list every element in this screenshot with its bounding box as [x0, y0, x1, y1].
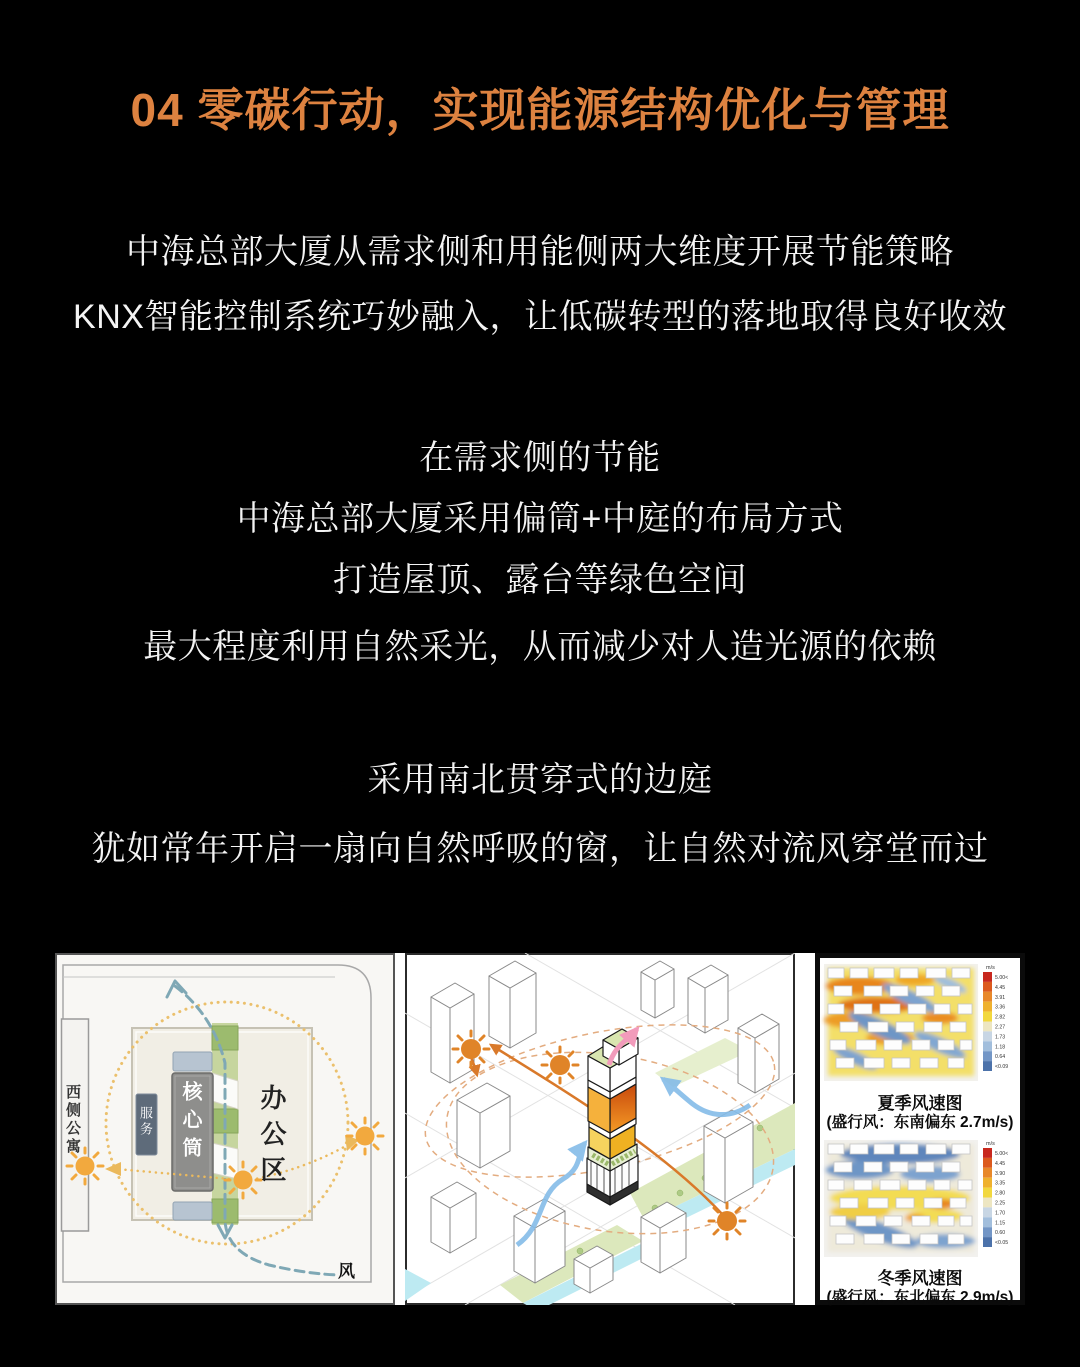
svg-text:m/s: m/s: [986, 1141, 995, 1147]
paragraph-line: 打造屋顶、露台等绿色空间: [333, 561, 747, 599]
sun-icon: [709, 1203, 745, 1239]
summer-wind-map: [820, 960, 1020, 1086]
office-zone-label: 办公区: [257, 1084, 287, 1192]
paragraph-line: 犹如常年开启一扇向自然呼吸的窗，让自然对流风穿堂而过: [91, 830, 989, 868]
summer-map-caption: 夏季风速图: [877, 1094, 963, 1113]
svg-text:2.80: 2.80: [995, 1190, 1006, 1197]
svg-text:3.36: 3.36: [995, 1004, 1006, 1011]
svg-text:3.90: 3.90: [995, 1170, 1006, 1177]
svg-text:2.82: 2.82: [995, 1014, 1006, 1021]
svg-text:<0.05: <0.05: [995, 1240, 1009, 1247]
svg-text:5.00<: 5.00<: [995, 975, 1009, 981]
winter-legend: [983, 1141, 1008, 1247]
sun-icon: [453, 1031, 489, 1067]
svg-text:2.27: 2.27: [995, 1024, 1006, 1031]
winter-map-subcaption: (盛行风：东北偏东 2.9m/s): [826, 1289, 1014, 1306]
svg-text:4.45: 4.45: [995, 1160, 1006, 1167]
svg-text:1.70: 1.70: [995, 1210, 1006, 1217]
figure-strip: [55, 953, 1025, 1305]
wind-maps-panel: [815, 953, 1025, 1305]
west-apartment-label: 西侧公寓: [64, 1084, 81, 1156]
svg-text:1.73: 1.73: [995, 1034, 1006, 1041]
svg-text:0.64: 0.64: [995, 1054, 1006, 1061]
summer-map-subcaption: (盛行风：东南偏东 2.7m/s): [826, 1114, 1014, 1131]
site-isometric-graphic: [405, 953, 795, 1305]
winter-map-caption: 冬季风速图: [877, 1269, 963, 1288]
svg-text:3.35: 3.35: [995, 1180, 1006, 1187]
svg-text:3.91: 3.91: [995, 994, 1006, 1001]
summer-legend: [983, 965, 1008, 1071]
paragraph-line: 中海总部大厦采用偏筒+中庭的布局方式: [236, 500, 844, 538]
svg-text:0.60: 0.60: [995, 1230, 1006, 1237]
paragraph-line: 中海总部大厦从需求侧和用能侧两大维度开展节能策略: [126, 233, 954, 271]
paragraph-line: KNX智能控制系统巧妙融入，让低碳转型的落地取得良好收效: [73, 298, 1007, 336]
svg-text:m/s: m/s: [986, 965, 995, 971]
floor-plan-graphic: [55, 953, 395, 1305]
svg-text:4.45: 4.45: [995, 984, 1006, 991]
sun-icon: [347, 1118, 383, 1154]
page-title: 04 零碳行动，实现能源结构优化与管理: [130, 84, 950, 136]
svg-text:1.18: 1.18: [995, 1044, 1006, 1051]
svg-text:1.15: 1.15: [995, 1220, 1006, 1227]
winter-wind-map: [820, 1136, 1020, 1262]
sun-icon: [542, 1047, 578, 1083]
svg-text:2.25: 2.25: [995, 1200, 1006, 1207]
site-isometric-diagram: [405, 953, 795, 1305]
svg-text:<0.09: <0.09: [995, 1064, 1009, 1071]
sun-icon: [225, 1162, 261, 1198]
paragraph-line: 在需求侧的节能: [419, 439, 661, 477]
core-tube-label: 核心筒: [179, 1081, 201, 1165]
paragraph-line: 最大程度利用自然采光，从而减少对人造光源的依赖: [143, 628, 937, 666]
service-label: 服务: [138, 1106, 153, 1138]
floor-plan-diagram: [55, 953, 395, 1305]
wind-label: 风: [338, 1262, 355, 1281]
paragraph-line: 采用南北贯穿式的边庭: [367, 761, 713, 799]
svg-text:5.00<: 5.00<: [995, 1151, 1009, 1157]
